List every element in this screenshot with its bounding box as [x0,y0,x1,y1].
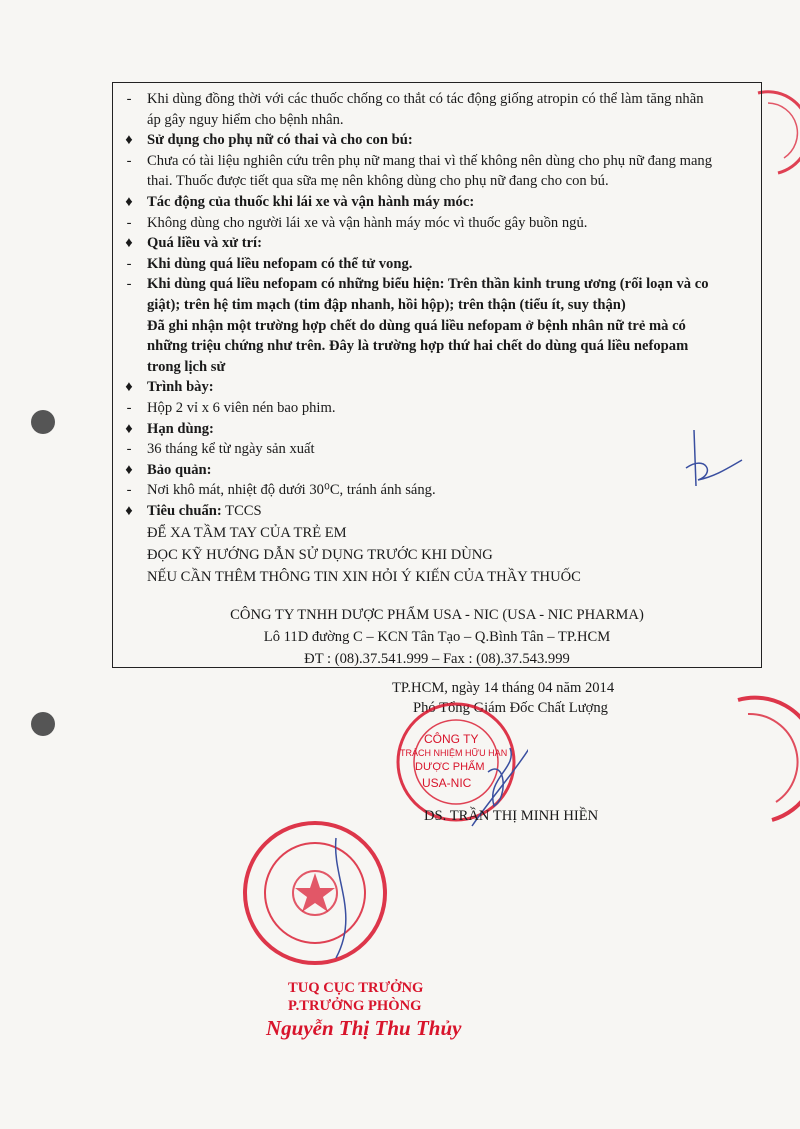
info-line-text: Bảo quản: [147,461,212,478]
edge-stamp-right [732,690,800,830]
ministry-stamp [240,818,390,968]
bullet-diamond-icon: ♦ [125,503,133,519]
info-line-text: Đã ghi nhận một trường hợp chết do dùng quá liều nefopam ở bệnh nhân nữ trẻ mà có [147,317,686,334]
bullet-dash: - [126,214,132,231]
bullet-diamond-icon: ♦ [125,461,133,478]
info-line-text: thai. Thuốc được tiết qua sữa mẹ nên không dùng cho phụ nữ đang cho con bú. [147,173,609,190]
initial-signature [676,424,746,494]
info-line-text: Hạn dùng: [147,420,214,437]
bullet-diamond-icon: ♦ [125,194,133,210]
info-line-text: Nơi khô mát, nhiệt độ dưới 30⁰C, tránh ánh sáng. [147,482,436,499]
company-address: Lô 11D đường C – KCN Tân Tạo – Q.Bình Tân – TP.HCM [263,629,611,645]
bullet-diamond-icon: ♦ [125,379,133,396]
company-name: CÔNG TY TNHH DƯỢC PHẨM USA - NIC (USA - NIC PHARMA) [230,607,644,623]
standard-label: Tiêu chuẩn: [147,503,222,519]
info-line-text: 36 tháng kể từ ngày sản xuất [147,441,315,458]
bullet-dash: - [126,276,132,293]
bullet-dash: - [126,152,132,169]
info-line-text: Chưa có tài liệu nghiên cứu trên phụ nữ mang thai vì thế không nên dùng cho phụ nữ đang mang [147,152,713,169]
approval-line2: P.TRƯỞNG PHÒNG [288,998,422,1014]
punch-hole-bottom [31,712,55,736]
info-line-text: áp gây nguy hiểm cho bệnh nhân. [147,111,344,128]
date-line: TP.HCM, ngày 14 tháng 04 năm 2014 [392,680,615,696]
bullet-diamond-icon: ♦ [125,235,133,252]
bullet-dash: - [126,91,132,107]
company-phone: ĐT : (08).37.541.999 – Fax : (08).37.543.999 [304,651,570,667]
bullet-dash: - [126,400,132,416]
bullet-dash: - [126,482,132,499]
punch-hole-top [31,410,55,434]
info-line-text: những triệu chứng như trên. Đây là trường hợp thứ hai chết do dùng quá liều nefopam [147,338,689,355]
bullet-dash: - [126,441,132,458]
company-stamp-line4: USA-NIC [422,776,472,790]
info-line-text: Hộp 2 vỉ x 6 viên nén bao phim. [147,400,336,416]
bullet-diamond-icon: ♦ [125,132,133,149]
bullet-diamond-icon: ♦ [125,420,133,437]
info-line-text: Khi dùng quá liều nefopam có những biểu hiện: Trên thần kinh trung ương (rối loạn và co [147,276,709,293]
company-stamp-line1: CÔNG TY [424,732,479,746]
info-line-text: Khi dùng đồng thời với các thuốc chống co thắt có tác động giống atropin có thể làm tăng nhãn [147,91,704,107]
approval-signature: Nguyễn Thị Thu Thủy [266,1016,462,1040]
bullet-dash: - [126,255,132,272]
company-stamp-line2: TRÁCH NHIỆM HỮU HẠN [400,748,508,758]
signer-name: DS. TRẦN THỊ MINH HIỀN [424,808,599,824]
standard-value: TCCS [221,503,262,519]
info-line-text: Không dùng cho người lái xe và vận hành máy móc vì thuốc gây buồn ngủ. [147,214,588,231]
info-line-text: Khi dùng quá liều nefopam có thể tử vong. [147,255,413,272]
info-line-text: Sử dụng cho phụ nữ có thai và cho con bú: [147,132,413,149]
info-line-text: trong lịch sử [147,358,226,375]
info-line-text: Trình bày: [147,379,214,396]
info-line-text: giật); trên hệ tim mạch (tim đập nhanh, hồi hộp); trên thận (tiểu ít, suy thận) [147,297,626,313]
signer-position: Phó Tổng Giám Đốc Chất Lượng [413,700,608,716]
info-line-text: Tác động của thuốc khi lái xe và vận hành máy móc: [147,194,475,210]
info-line-text: Quá liều và xử trí: [147,235,262,252]
product-info-frame: - Khi dùng đồng thời với các thuốc chống co thắt có tác động giống atropin có thể làm tăng nhãn áp gây nguy hiểm cho bệnh nhân. ♦ Sử dụng cho phụ nữ có thai và cho con bú: - Chưa có tài liệu nghiên cứu trên phụ nữ mang thai vì thế không nên dùng cho phụ nữ đang mang thai. Thuốc được tiết qua sữa mẹ nên không dùng cho phụ nữ đang cho con bú. ♦ Tác động của thuốc khi lái xe và vận hành máy móc: - Không dùng cho người lái xe và vận hành máy móc vì thuốc gây buồn ngủ. ♦ Quá liều và xử trí: - Khi dùng quá liều nefopam có thể tử vong. - Khi dùng quá liều nefopam có những biểu hiện: Trên thần kinh trung ương (rối loạn và co giật); trên hệ tim mạch (tim đập nhanh, hồi hộp); trên thận (tiểu ít, suy thận) Đã ghi nhận một trường hợp chết do dùng quá liều nefopam ở bệnh nhân nữ trẻ mà có những triệu chứng như trên. Đây là trường hợp thứ hai chết do dùng quá liều nefopam trong lịch sử ♦ Trình bày: - Hộp 2 vỉ x 6 viên nén bao phim. ♦ Hạn dùng: - 36 tháng kể từ ngày sản xuất ♦ Bảo quản: - Nơi khô mát, nhiệt độ dưới 30⁰C, tránh ánh sáng. ♦ Tiêu chuẩn: TCCS ĐỂ XA TẦM TAY CỦA TRẺ EM ĐỌC KỸ HƯỚNG DẪN SỬ DỤNG TRƯỚC KHI DÙNG NẾU CẦN THÊM THÔNG TIN XIN HỎI Ý KIẾN CỦA THẦY THUỐC CÔNG TY TNHH DƯỢC PHẨM USA - NIC (USA - NIC PHARMA) Lô 11D đường C – KCN Tân Tạo – Q.Bình Tân – TP.HCM ĐT : (08).37.541.999 – Fax : (08).37.543.999 [112,82,762,668]
company-stamp-line3: DƯỢC PHẨM [415,761,485,773]
approval-line1: TUQ CỤC TRƯỞNG [288,980,424,996]
